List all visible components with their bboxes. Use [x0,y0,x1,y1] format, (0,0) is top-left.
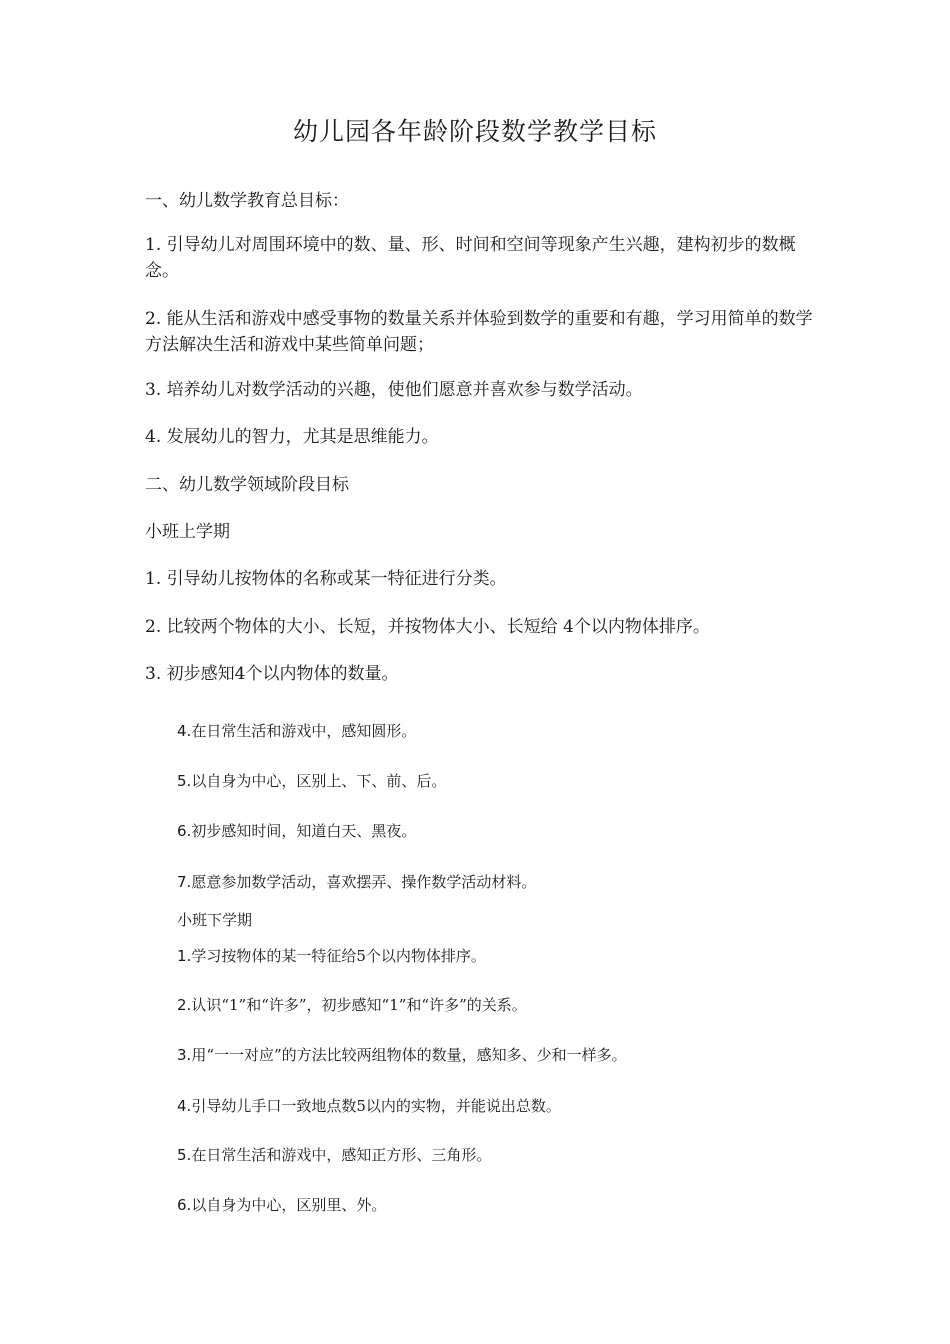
term-heading-small-class-second: 小班下学期 [177,911,253,929]
term2-item-2 [177,994,817,1016]
item-text: 学习按物体的某一特征给5个以内物体排序。 [191,947,486,965]
term2-item-5 [177,1144,817,1166]
item-number: 5. [177,1146,192,1164]
item-number: 7. [177,873,192,891]
term1-item-2: 2. 比较两个物体的大小、长短，并按物体大小、长短给 4个以内物体排序。 [145,617,710,637]
section-2-heading: 二、幼儿数学领域阶段目标 [145,475,349,495]
item-text: 初步感知时间，知道白天、黑夜。 [191,822,417,840]
term1-item-1: 1. 引导幼儿按物体的名称或某一特征进行分类。 [145,569,507,589]
term1-item-3: 3. 初步感知4个以内物体的数量。 [145,664,399,684]
item-text: 在日常生活和游戏中，感知正方形、三角形。 [191,1146,492,1164]
item-text: 以自身为中心，区别上、下、前、后。 [191,772,447,790]
goal-item-3: 3. 培养幼儿对数学活动的兴趣，使他们愿意并喜欢参与数学活动。 [145,380,643,400]
term1-item-5 [177,770,817,792]
item-number: 5. [177,772,192,790]
item-number: 3. [177,1046,192,1064]
item-number: 4. [177,1097,192,1115]
goal-item-1: 1. 引导幼儿对周围环境中的数、量、形、时间和空间等现象产生兴趣，建构初步的数概念。 [145,235,796,281]
item-number: 6. [177,822,192,840]
goal-item-4: 4. 发展幼儿的智力，尤其是思维能力。 [145,427,439,447]
item-text: 用“一一对应”的方法比较两组物体的数量，感知多、少和一样多。 [191,1046,627,1064]
item-text: 引导幼儿手口一致地点数5以内的实物，并能说出总数。 [191,1097,561,1115]
section-1-heading: 一、幼儿数学教育总目标： [145,191,349,211]
item-text: 以自身为中心，区别里、外。 [191,1196,387,1214]
item-number: 6. [177,1196,192,1214]
item-text: 愿意参加数学活动，喜欢摆弄、操作数学活动材料。 [191,873,537,891]
item-text: 认识“1”和“许多”，初步感知“1”和“许多”的关系。 [191,996,527,1014]
term2-item-6 [177,1194,817,1216]
goal-item-2: 2. 能从生活和游戏中感受事物的数量关系并体验到数学的重要和有趣，学习用简单的数学方法解决生活和游戏中某些简单问题； [145,309,813,355]
item-number: 1. [177,947,192,965]
term2-item-1 [177,945,817,967]
term1-item-7 [177,871,817,893]
term1-item-4 [177,720,817,742]
item-number: 4. [177,722,192,740]
item-text: 在日常生活和游戏中，感知圆形。 [191,722,417,740]
term2-item-4 [177,1095,817,1117]
page-title: 幼儿园各年龄阶段数学教学目标 [292,117,657,146]
term-heading-small-class-first: 小班上学期 [145,522,230,542]
term1-item-6 [177,820,817,842]
term2-item-3 [177,1044,817,1066]
item-number: 2. [177,996,192,1014]
